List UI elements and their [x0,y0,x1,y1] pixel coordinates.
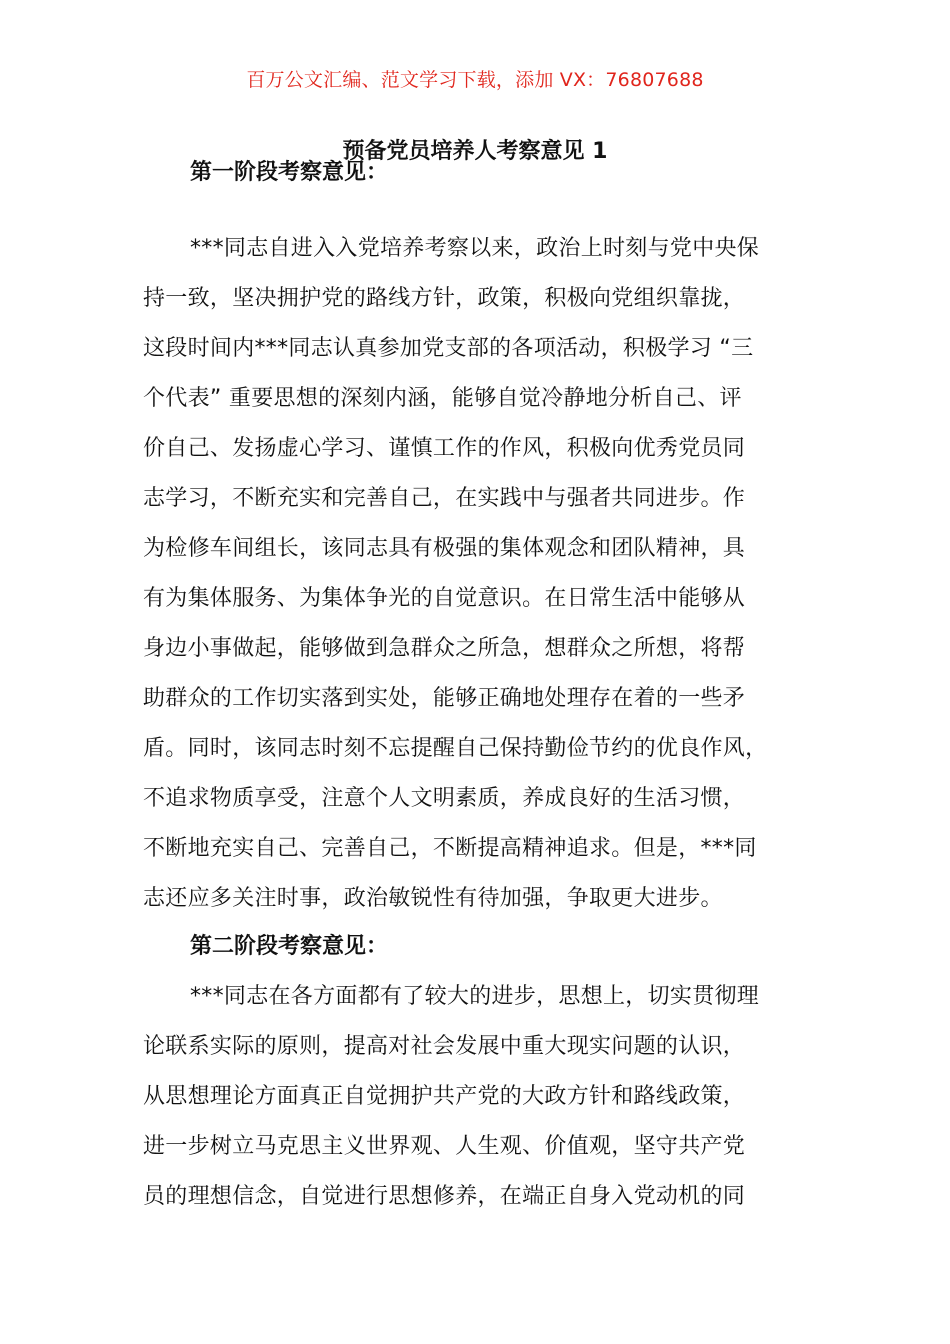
paragraph-line: ***同志自进入入党培养考察以来，政治上时刻与党中央保 [190,236,760,261]
paragraph-line: 价自己、发扬虚心学习、谨慎工作的作风，积极向优秀党员同 [143,436,746,461]
section-heading-1: 第一阶段考察意见： [190,160,389,185]
paragraph-line: 进一步树立马克思主义世界观、人生观、价值观，坚守共产党 [143,1134,746,1159]
header-banner: 百万公文汇编、范文学习下载，添加 VX：76807688 [246,69,704,91]
paragraph-line: 为检修车间组长，该同志具有极强的集体观念和团队精神，具 [143,536,746,561]
paragraph-line: 志学习，不断充实和完善自己，在实践中与强者共同进步。作 [143,486,746,511]
document-title: 预备党员培养人考察意见 1 [342,139,608,164]
paragraph-line: 不追求物质享受，注意个人文明素质，养成良好的生活习惯， [143,786,746,811]
paragraph-line: 个代表” 重要思想的深刻内涵，能够自觉冷静地分析自己、评 [143,386,742,411]
paragraph-line: 持一致，坚决拥护党的路线方针，政策，积极向党组织靠拢， [143,286,746,311]
paragraph-line: 志还应多关注时事，政治敏锐性有待加强，争取更大进步。 [143,886,723,911]
paragraph-line: 这段时间内***同志认真参加党支部的各项活动，积极学习 “三 [143,336,754,361]
paragraph-line: ***同志在各方面都有了较大的进步，思想上，切实贯彻理 [190,984,760,1009]
paragraph-line: 从思想理论方面真正自觉拥护共产党的大政方针和路线政策， [143,1084,746,1109]
paragraph-line: 不断地充实自己、完善自己，不断提高精神追求。但是，***同 [143,836,757,861]
paragraph-line: 身边小事做起，能够做到急群众之所急，想群众之所想，将帮 [143,636,746,661]
paragraph-line: 助群众的工作切实落到实处，能够正确地处理存在着的一些矛 [143,686,746,711]
section-heading-2: 第二阶段考察意见： [190,934,389,959]
paragraph-line: 论联系实际的原则，提高对社会发展中重大现实问题的认识， [143,1034,746,1059]
paragraph-line: 员的理想信念，自觉进行思想修养，在端正自身入党动机的同 [143,1184,746,1209]
paragraph-line: 有为集体服务、为集体争光的自觉意识。在日常生活中能够从 [143,586,746,611]
paragraph-line: 盾。同时，该同志时刻不忘提醒自己保持勤俭节约的优良作风， [143,736,768,761]
